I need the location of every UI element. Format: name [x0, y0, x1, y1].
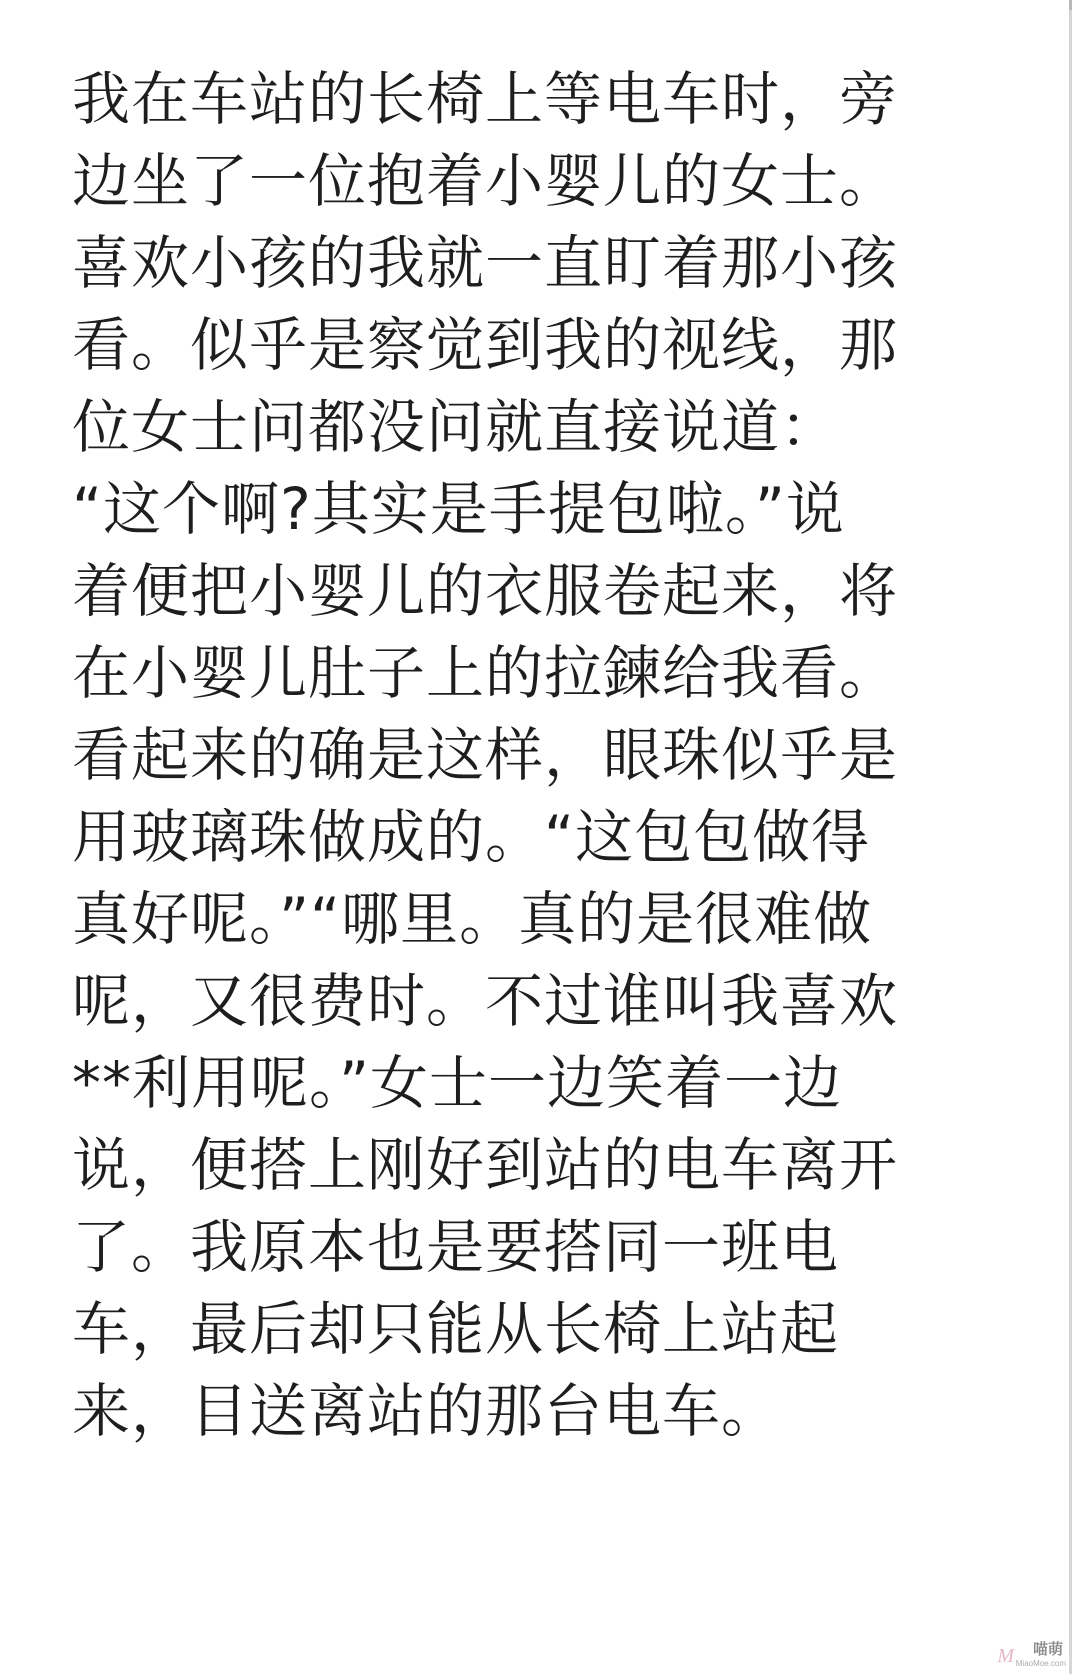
scrollbar-thumb[interactable]	[1069, 0, 1072, 10]
article-line: 喜欢小孩的我就一直盯着那小孩	[72, 229, 899, 297]
article-line: 看。似乎是察觉到我的视线，那	[72, 311, 899, 379]
watermark-logo	[997, 1640, 1066, 1668]
article-line: 来，目送离站的那台电车。	[72, 1377, 781, 1445]
article-line: 在小婴儿肚子上的拉鍊给我看。	[72, 639, 899, 707]
article-line: 说，便搭上刚好到站的电车离开	[72, 1131, 899, 1199]
article-line: 边坐了一位抱着小婴儿的女士。	[72, 147, 899, 215]
watermark-url: MiaoMoe.com	[1015, 1659, 1066, 1668]
watermark-mark: M	[997, 1645, 1014, 1667]
article-line: 用玻璃珠做成的。“这包包做得	[72, 803, 871, 871]
article-line: 车，最后却只能从长椅上站起	[72, 1295, 840, 1363]
article-line: 呢，又很费时。不过谁叫我喜欢	[72, 967, 899, 1035]
article-line: 我在车站的长椅上等电车时，旁	[72, 65, 899, 133]
article-line: 了。我原本也是要搭同一班电	[72, 1213, 840, 1281]
article-text-view	[72, 58, 1032, 1452]
article-line: 看起来的确是这样，眼珠似乎是	[72, 721, 899, 789]
vertical-scrollbar[interactable]	[1069, 0, 1072, 1674]
watermark-brand: 喵萌	[1030, 1641, 1066, 1658]
article-line: 位女士问都没问就直接说道：	[72, 393, 840, 461]
article-line: 真好呢。”“哪里。真的是很难做	[72, 885, 873, 953]
article-line: “这个啊?其实是手提包啦。”说	[72, 475, 845, 543]
article-line: **利用呢。”女士一边笑着一边	[72, 1049, 843, 1117]
article-line: 着便把小婴儿的衣服卷起来，将	[72, 557, 899, 625]
